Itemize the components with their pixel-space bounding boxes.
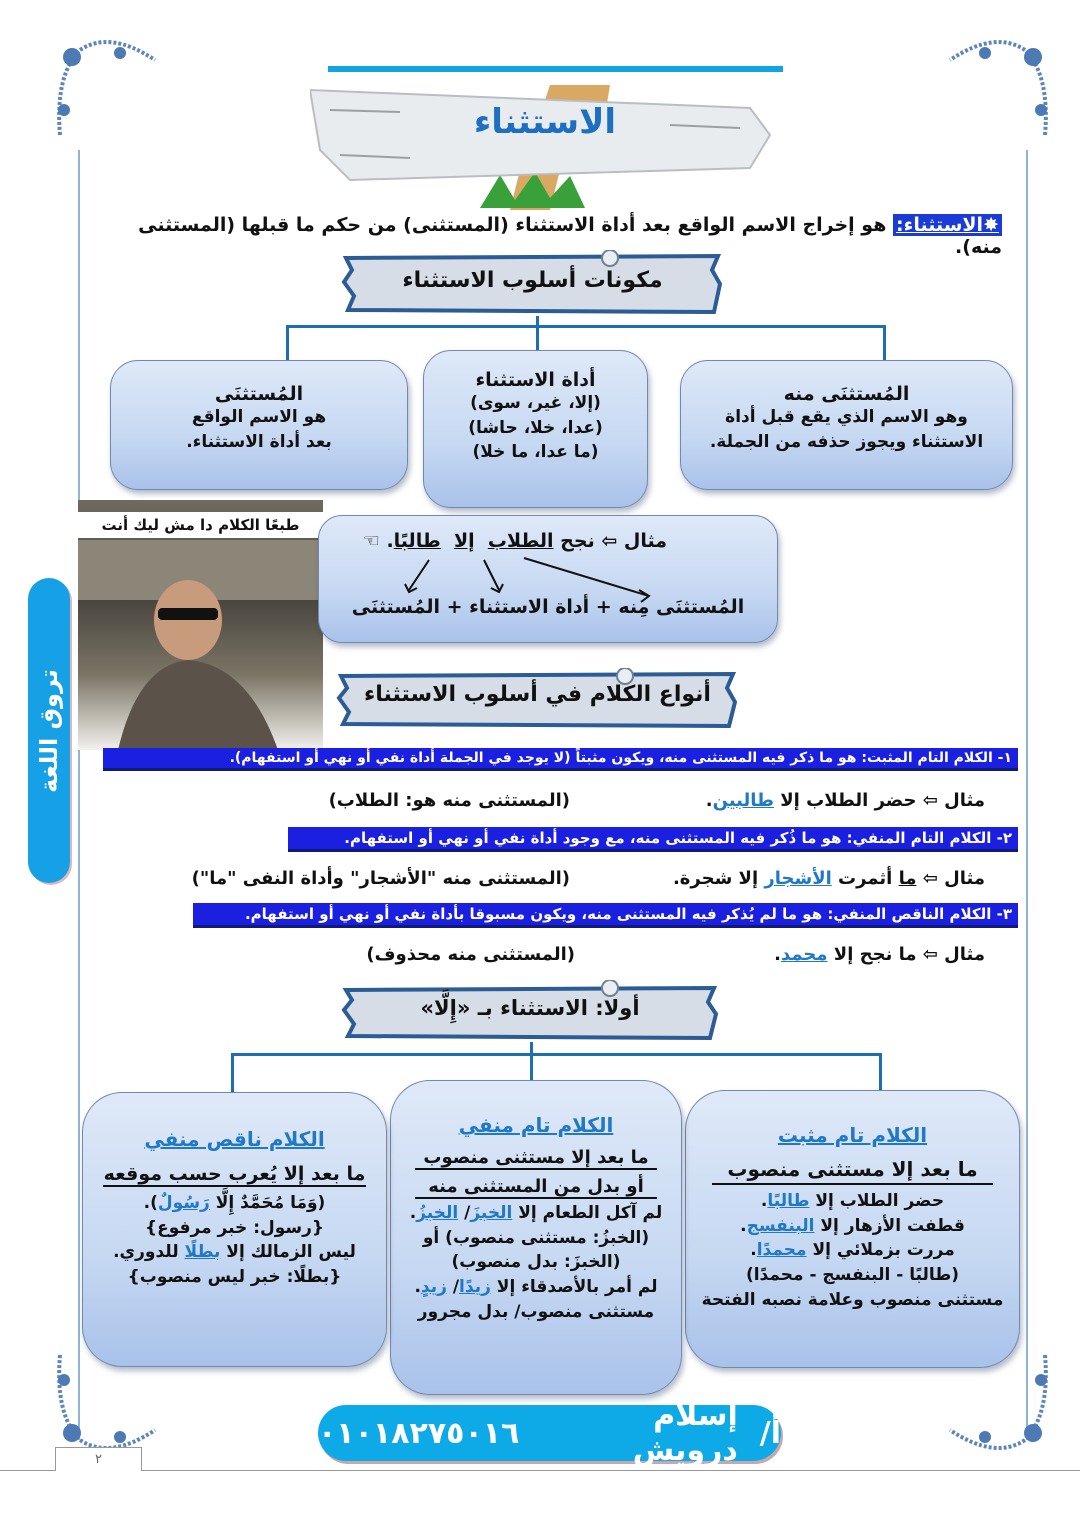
type-example-2: مثال ⇦ ما أثمرت الأشجار إلا شجرة. [672, 868, 985, 889]
type-example-3: مثال ⇦ ما نجح إلا محمد. [774, 944, 985, 965]
connector [231, 1053, 882, 1056]
footer-author-name: إسلام درويش [632, 1398, 738, 1468]
component-box-mustathna-minhu: المُستثنَى منه وهو الاسم الذي يقع قبل أداة الاستثناء ويجوز حذفه من الجملة. [680, 360, 1013, 490]
illa-banner [340, 980, 720, 1042]
example-sentence: مثال ⇦ نجح الطلاب إلا طالبًا. ☜ [362, 530, 667, 552]
footer-author-banner [318, 1398, 781, 1468]
example-parts: المُستثنَى مِنه + أداة الاستثناء + المُستثنَى [351, 596, 745, 618]
components-banner [340, 250, 725, 316]
connector [879, 1053, 882, 1093]
components-heading: مكونات أسلوب الاستثناء [402, 268, 663, 293]
type-example-1: مثال ⇦ حضر الطلاب إلا طالبين. [705, 790, 985, 811]
title-signboard [310, 80, 780, 210]
sidebar-brand-badge: تروق اللغة [28, 578, 70, 883]
connector [530, 1053, 533, 1081]
page-title: الاستثناء [473, 102, 617, 142]
star-icon: ✸ [983, 214, 999, 236]
type-note-2: (المستثنى منه "الأشجار" وأداة النفى "ما") [191, 868, 570, 889]
type-bar-1: ١- الكلام التام المثبت: هو ما ذكر فيه المستثنى منه، ويكون مثبتاً (لا يوجد في الجملة أداة نفي أو نهي أو استفهام). [103, 748, 1018, 771]
illa-heading: أولا: الاستثناء بـ «إِلَّا» [420, 996, 640, 1020]
photo-caption: طبعًا الكلام دا مش ليك أنت [78, 512, 323, 538]
type-note-1: (المستثنى منه هو: الطلاب) [328, 790, 570, 811]
illa-box-incomplete-negative: الكلام ناقص منفي ما بعد إلا يُعرب حسب موقعه (وَمَا مُحَمَّدٌ إِلَّا رَسُولٌ). {رسول: خبر مرفوع} ليس الزمالك إلا بطلًا للدوري. {بطلًا: خبر ليس منصوب} [82, 1092, 387, 1367]
type-bar-3: ٣- الكلام الناقص المنفي: هو ما لم يُذكر فيه المستثنى منه، ويكون مسبوقا بأداة نفي أو نهي أو استفهام. [193, 903, 1018, 928]
illa-box-complete-negative: الكلام تام منفي ما بعد إلا مستثنى منصوب أو بدل من المستثنى منه لم آكل الطعام إلا الخبزَ/ الخبزُ. (الخبزُ: مستثنى منصوب) أو (الخبزَ: بدل منصوب) لم أمر بالأصدقاء إلا زيدًا/ زيدٍ. مستثنى منصوب/ بدل مجرور [390, 1080, 682, 1395]
footer-prefix: أ/ [759, 1415, 781, 1451]
types-heading: أنواع الكلام في أسلوب الاستثناء [364, 682, 711, 707]
teacher-photo [78, 500, 323, 750]
type-bar-2: ٢- الكلام التام المنفي: هو ما ذُكر فيه المستثنى منه، مع وجود أداة نفي أو نهي أو استفهام. [288, 827, 1018, 852]
ornament-corner-top-left-icon [50, 35, 160, 145]
connector [883, 325, 886, 362]
top-accent-rule [328, 66, 783, 72]
page-number: ٢ [55, 1447, 142, 1471]
definition-text: هو إخراج الاسم الواقع بعد أداة الاستثناء (المستثنى) من حكم ما قبلها (المستثنى منه). [138, 214, 1002, 258]
illa-box-complete-affirmative: الكلام تام مثبت ما بعد إلا مستثنى منصوب حضر الطلاب إلا طالبًا. قطفت الأزهار إلا البنفسج. مررت بزملائي إلا محمدًا. (طالبًا - البنفسج - محمدًا) مستثنى منصوب وعلامة نصبه الفتحة [685, 1090, 1020, 1368]
page-bottom-rule [0, 1470, 1080, 1471]
wooden-sign-icon [310, 80, 780, 210]
connector [286, 325, 886, 328]
definition-term: ✸الاستثناء: [893, 214, 1002, 236]
component-box-exception-tool: أداة الاستثناء (إلا، غير، سوى) (عدا، خلا، حاشا) (ما عدا، ما خلا) [423, 350, 648, 508]
connector [536, 325, 539, 351]
footer-phone: ٠١٠١٨٢٧٥٠١٦ [318, 1415, 520, 1451]
frame-left-line [78, 150, 80, 1440]
example-box [318, 515, 778, 643]
component-box-mustathna: المُستثنَى هو الاسم الواقع بعد أداة الاستثناء. [110, 360, 408, 490]
type-note-3: (المستثنى منه محذوف) [366, 944, 575, 965]
connector [286, 325, 289, 362]
ornament-corner-top-right-icon [945, 35, 1055, 145]
types-banner [335, 668, 740, 730]
connector [231, 1053, 234, 1093]
frame-right-line [1026, 150, 1028, 1440]
